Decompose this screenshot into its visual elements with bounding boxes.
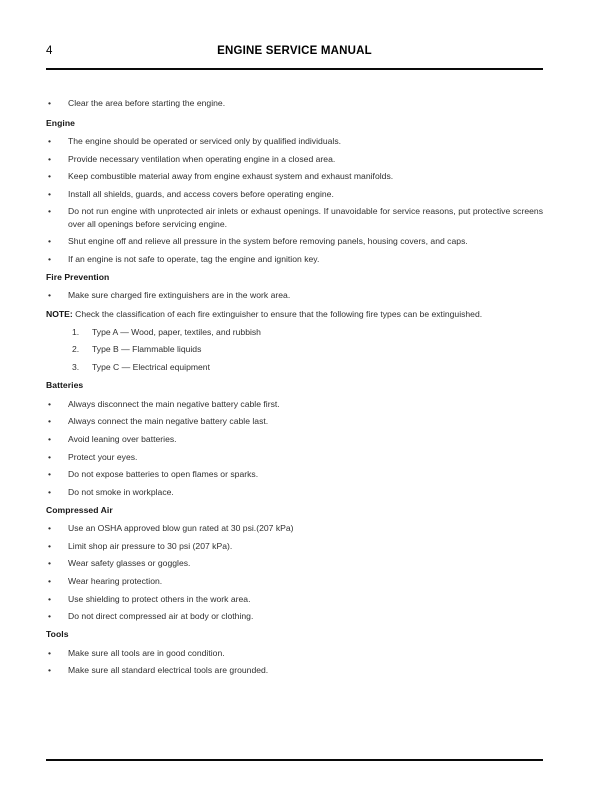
bullet-marker-icon: •: [48, 171, 52, 182]
section-heading: Batteries: [46, 380, 84, 391]
list-number: 1.: [72, 326, 80, 337]
bullet-text: Always connect the main negative battery cable last.: [68, 416, 269, 427]
section-heading: Engine: [46, 117, 75, 128]
bullet-marker-icon: •: [48, 236, 52, 247]
footer-divider: [46, 759, 543, 761]
bullet-text: Make sure charged fire extinguishers are in the work area.: [68, 290, 291, 301]
bullet-item: [46, 130, 543, 148]
numbered-list: [46, 320, 543, 373]
bullet-marker-icon: •: [48, 398, 52, 409]
bullet-marker-icon: •: [48, 611, 52, 622]
bullet-marker-icon: •: [48, 469, 52, 480]
numbered-list-item: [46, 338, 543, 356]
bullet-text: Install all shields, guards, and access covers before operating engine.: [68, 188, 334, 199]
bullet-text: Shut engine off and relieve all pressure in the system before removing panels, housing covers, and caps.: [68, 236, 468, 247]
bullet-text: Make sure all tools are in good condition.: [68, 647, 225, 658]
bullet-text: Clear the area before starting the engine.: [68, 98, 226, 109]
header-divider: [46, 68, 543, 70]
bullet-marker-icon: •: [48, 647, 52, 658]
bullet-item: [46, 517, 543, 535]
bullet-item: [46, 605, 543, 623]
bullet-text: Avoid leaning over batteries.: [68, 433, 177, 444]
bullet-text: Wear safety glasses or goggles.: [68, 558, 191, 569]
bullet-text: Do not direct compressed air at body or clothing.: [68, 611, 254, 622]
bullet-item: [46, 428, 543, 446]
bullet-item: [46, 659, 543, 677]
note-paragraph: [46, 302, 543, 320]
bullet-marker-icon: •: [48, 135, 52, 146]
bullet-marker-icon: •: [48, 416, 52, 427]
bullet-marker-icon: •: [48, 451, 52, 462]
bullet-item: [46, 182, 543, 200]
bullet-text: Use shielding to protect others in the work area.: [68, 593, 251, 604]
bullet-text: Use an OSHA approved blow gun rated at 30 psi.(207 kPa): [68, 523, 294, 534]
bullet-item: [46, 230, 543, 248]
bullet-item: [46, 641, 543, 659]
bullet-marker-icon: •: [48, 290, 52, 301]
list-item-text: Type B — Flammable liquids: [92, 344, 202, 355]
bullet-item: [46, 247, 543, 265]
bullet-marker-icon: •: [48, 153, 52, 164]
document-title: ENGINE SERVICE MANUAL: [217, 45, 372, 57]
bullet-item: [46, 445, 543, 463]
bullet-text: If an engine is not safe to operate, tag the engine and ignition key.: [68, 253, 320, 264]
section-heading: Compressed Air: [46, 504, 113, 515]
bullet-text: Limit shop air pressure to 30 psi (207 kPa).: [68, 540, 233, 551]
bullet-item: [46, 552, 543, 570]
section-heading: Tools: [46, 629, 69, 640]
bullet-text: Provide necessary ventilation when operating engine in a closed area.: [68, 153, 336, 164]
bullet-item: [46, 535, 543, 553]
bullet-text: Do not run engine with unprotected air inlets or exhaust openings. If unavoidable for service reasons, put protective screens over all openings before servicing engine.: [68, 206, 543, 229]
bullet-item: [46, 570, 543, 588]
bullet-item: [46, 200, 543, 230]
numbered-list-item: [46, 356, 543, 374]
page-number: 4: [46, 45, 53, 57]
bullet-text: Protect your eyes.: [68, 451, 138, 462]
list-item-text: Type C — Electrical equipment: [92, 362, 210, 373]
note-label: NOTE:: [46, 308, 73, 319]
bullet-marker-icon: •: [48, 206, 52, 217]
page-content: [46, 0, 543, 677]
bullet-text: The engine should be operated or serviced only by qualified individuals.: [68, 135, 342, 146]
numbered-list-item: [46, 320, 543, 338]
bullet-item: [46, 165, 543, 183]
bullet-item: [46, 410, 543, 428]
bullet-marker-icon: •: [48, 433, 52, 444]
bullet-text: Make sure all standard electrical tools are grounded.: [68, 665, 269, 676]
section-heading: Fire Prevention: [46, 271, 110, 282]
page-header: [46, 44, 543, 72]
bullet-text: Do not smoke in workplace.: [68, 486, 174, 497]
bullet-marker-icon: •: [48, 558, 52, 569]
bullet-text: Always disconnect the main negative battery cable first.: [68, 398, 280, 409]
note-text: Check the classification of each fire extinguisher to ensure that the following fire types can be extinguished.: [72, 308, 483, 319]
bullet-item: [46, 147, 543, 165]
bullet-item: [46, 480, 543, 498]
list-item-text: Type A — Wood, paper, textiles, and rubbish: [92, 326, 261, 337]
bullet-marker-icon: •: [48, 593, 52, 604]
bullet-marker-icon: •: [48, 486, 52, 497]
bullet-marker-icon: •: [48, 665, 52, 676]
list-number: 2.: [72, 344, 80, 355]
bullet-text: Keep combustible material away from engine exhaust system and exhaust manifolds.: [68, 171, 394, 182]
bullet-marker-icon: •: [48, 253, 52, 264]
list-number: 3.: [72, 362, 80, 373]
bullet-item: [46, 284, 543, 302]
bullet-marker-icon: •: [48, 540, 52, 551]
bullet-text: Wear hearing protection.: [68, 576, 163, 587]
bullet-item: [46, 463, 543, 481]
bullet-marker-icon: •: [48, 98, 52, 109]
bullet-item: [46, 587, 543, 605]
bullet-item: [46, 92, 543, 110]
document-body: [46, 92, 543, 677]
bullet-marker-icon: •: [48, 523, 52, 534]
bullet-text: Do not expose batteries to open flames or sparks.: [68, 469, 259, 480]
bullet-marker-icon: •: [48, 576, 52, 587]
bullet-marker-icon: •: [48, 188, 52, 199]
bullet-item: [46, 392, 543, 410]
